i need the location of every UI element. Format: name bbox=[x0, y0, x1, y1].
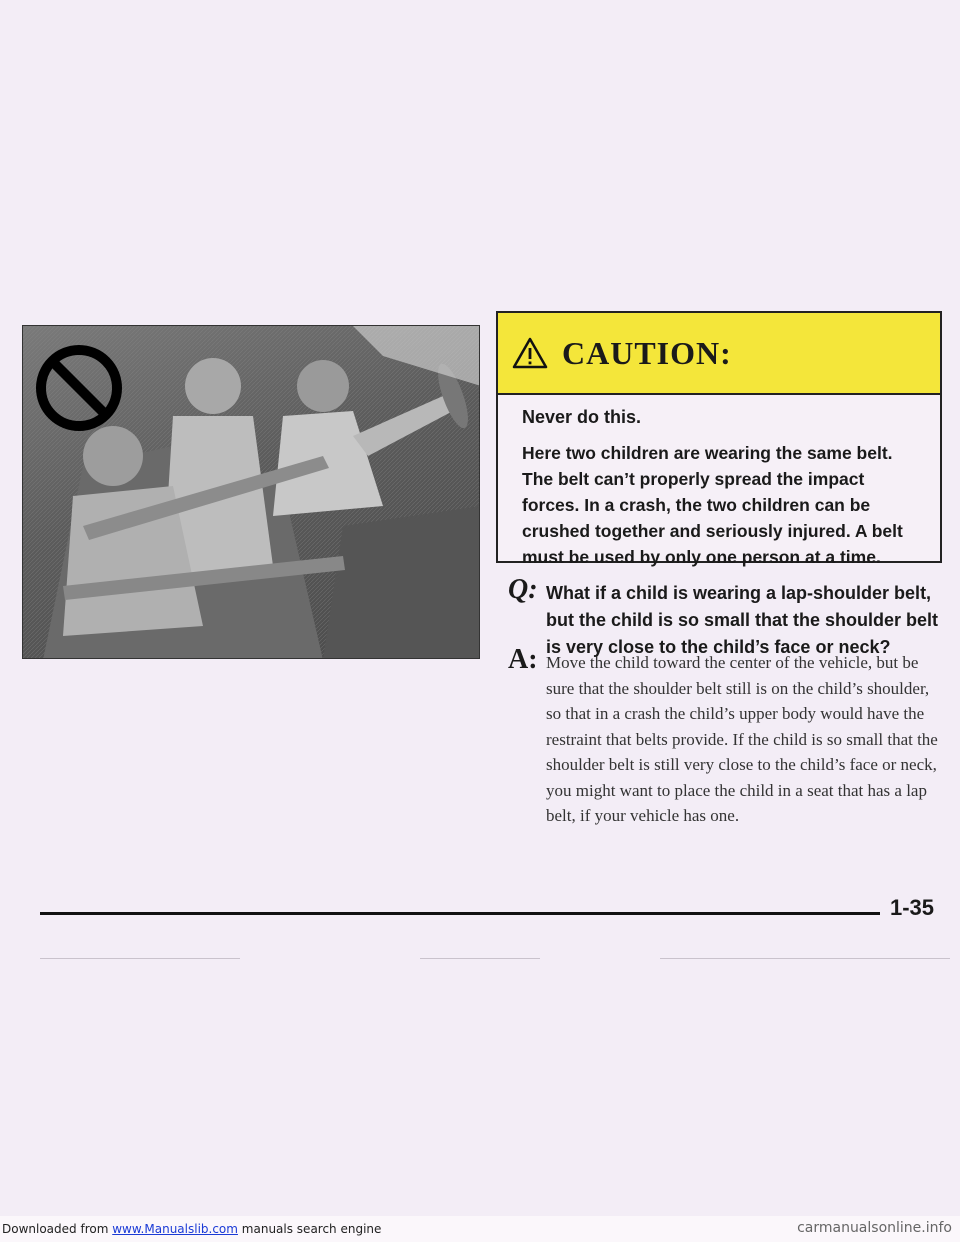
answer-block bbox=[508, 644, 948, 829]
warning-triangle-icon bbox=[512, 337, 548, 369]
illustration-two-children-one-belt bbox=[22, 325, 480, 659]
page-number: 1-35 bbox=[890, 895, 935, 920]
scan-line bbox=[420, 958, 540, 959]
manualslib-link[interactable]: www.Manualslib.com bbox=[112, 1222, 238, 1236]
footer bbox=[0, 1216, 960, 1242]
question-label: Q: bbox=[508, 574, 538, 605]
caution-text: Here two children are wearing the same belt. The belt can’t properly spread the impact forces. In a crash, the two children can be crushed together and seriously injured. A belt must be used by only one person at a time. bbox=[522, 443, 903, 567]
watermark: carmanualsonline.info bbox=[797, 1220, 952, 1236]
footer-prefix: Downloaded from bbox=[2, 1222, 109, 1236]
caution-title: CAUTION: bbox=[562, 334, 732, 371]
caution-box bbox=[496, 311, 942, 567]
answer-label: A: bbox=[508, 644, 538, 675]
caution-header bbox=[498, 313, 940, 395]
page-rule bbox=[40, 912, 880, 915]
question-block bbox=[508, 574, 948, 661]
scan-line bbox=[40, 958, 240, 959]
question-text: What if a child is wearing a lap-shoulder belt, but the child is so small that the shoulder belt is very close to the child’s face or neck? bbox=[546, 583, 939, 657]
prohibition-icon bbox=[33, 342, 125, 434]
footer-suffix: manuals search engine bbox=[241, 1222, 382, 1236]
footer-download-note bbox=[2, 1222, 381, 1236]
caution-first-line: Never do this. bbox=[522, 407, 642, 427]
scan-line bbox=[660, 958, 950, 959]
answer-text: Move the child toward the center of the vehicle, but be sure that the shoulder belt still is on the child’s shoulder, so that in a crash the child’s upper body would have the restraint that belts provide. If the child is so small that the shoulder belt is still very close to the child’s face or neck, you might want to place the child in a seat that has a lap belt, if your vehicle has one. bbox=[546, 653, 938, 825]
caution-body bbox=[498, 395, 940, 570]
